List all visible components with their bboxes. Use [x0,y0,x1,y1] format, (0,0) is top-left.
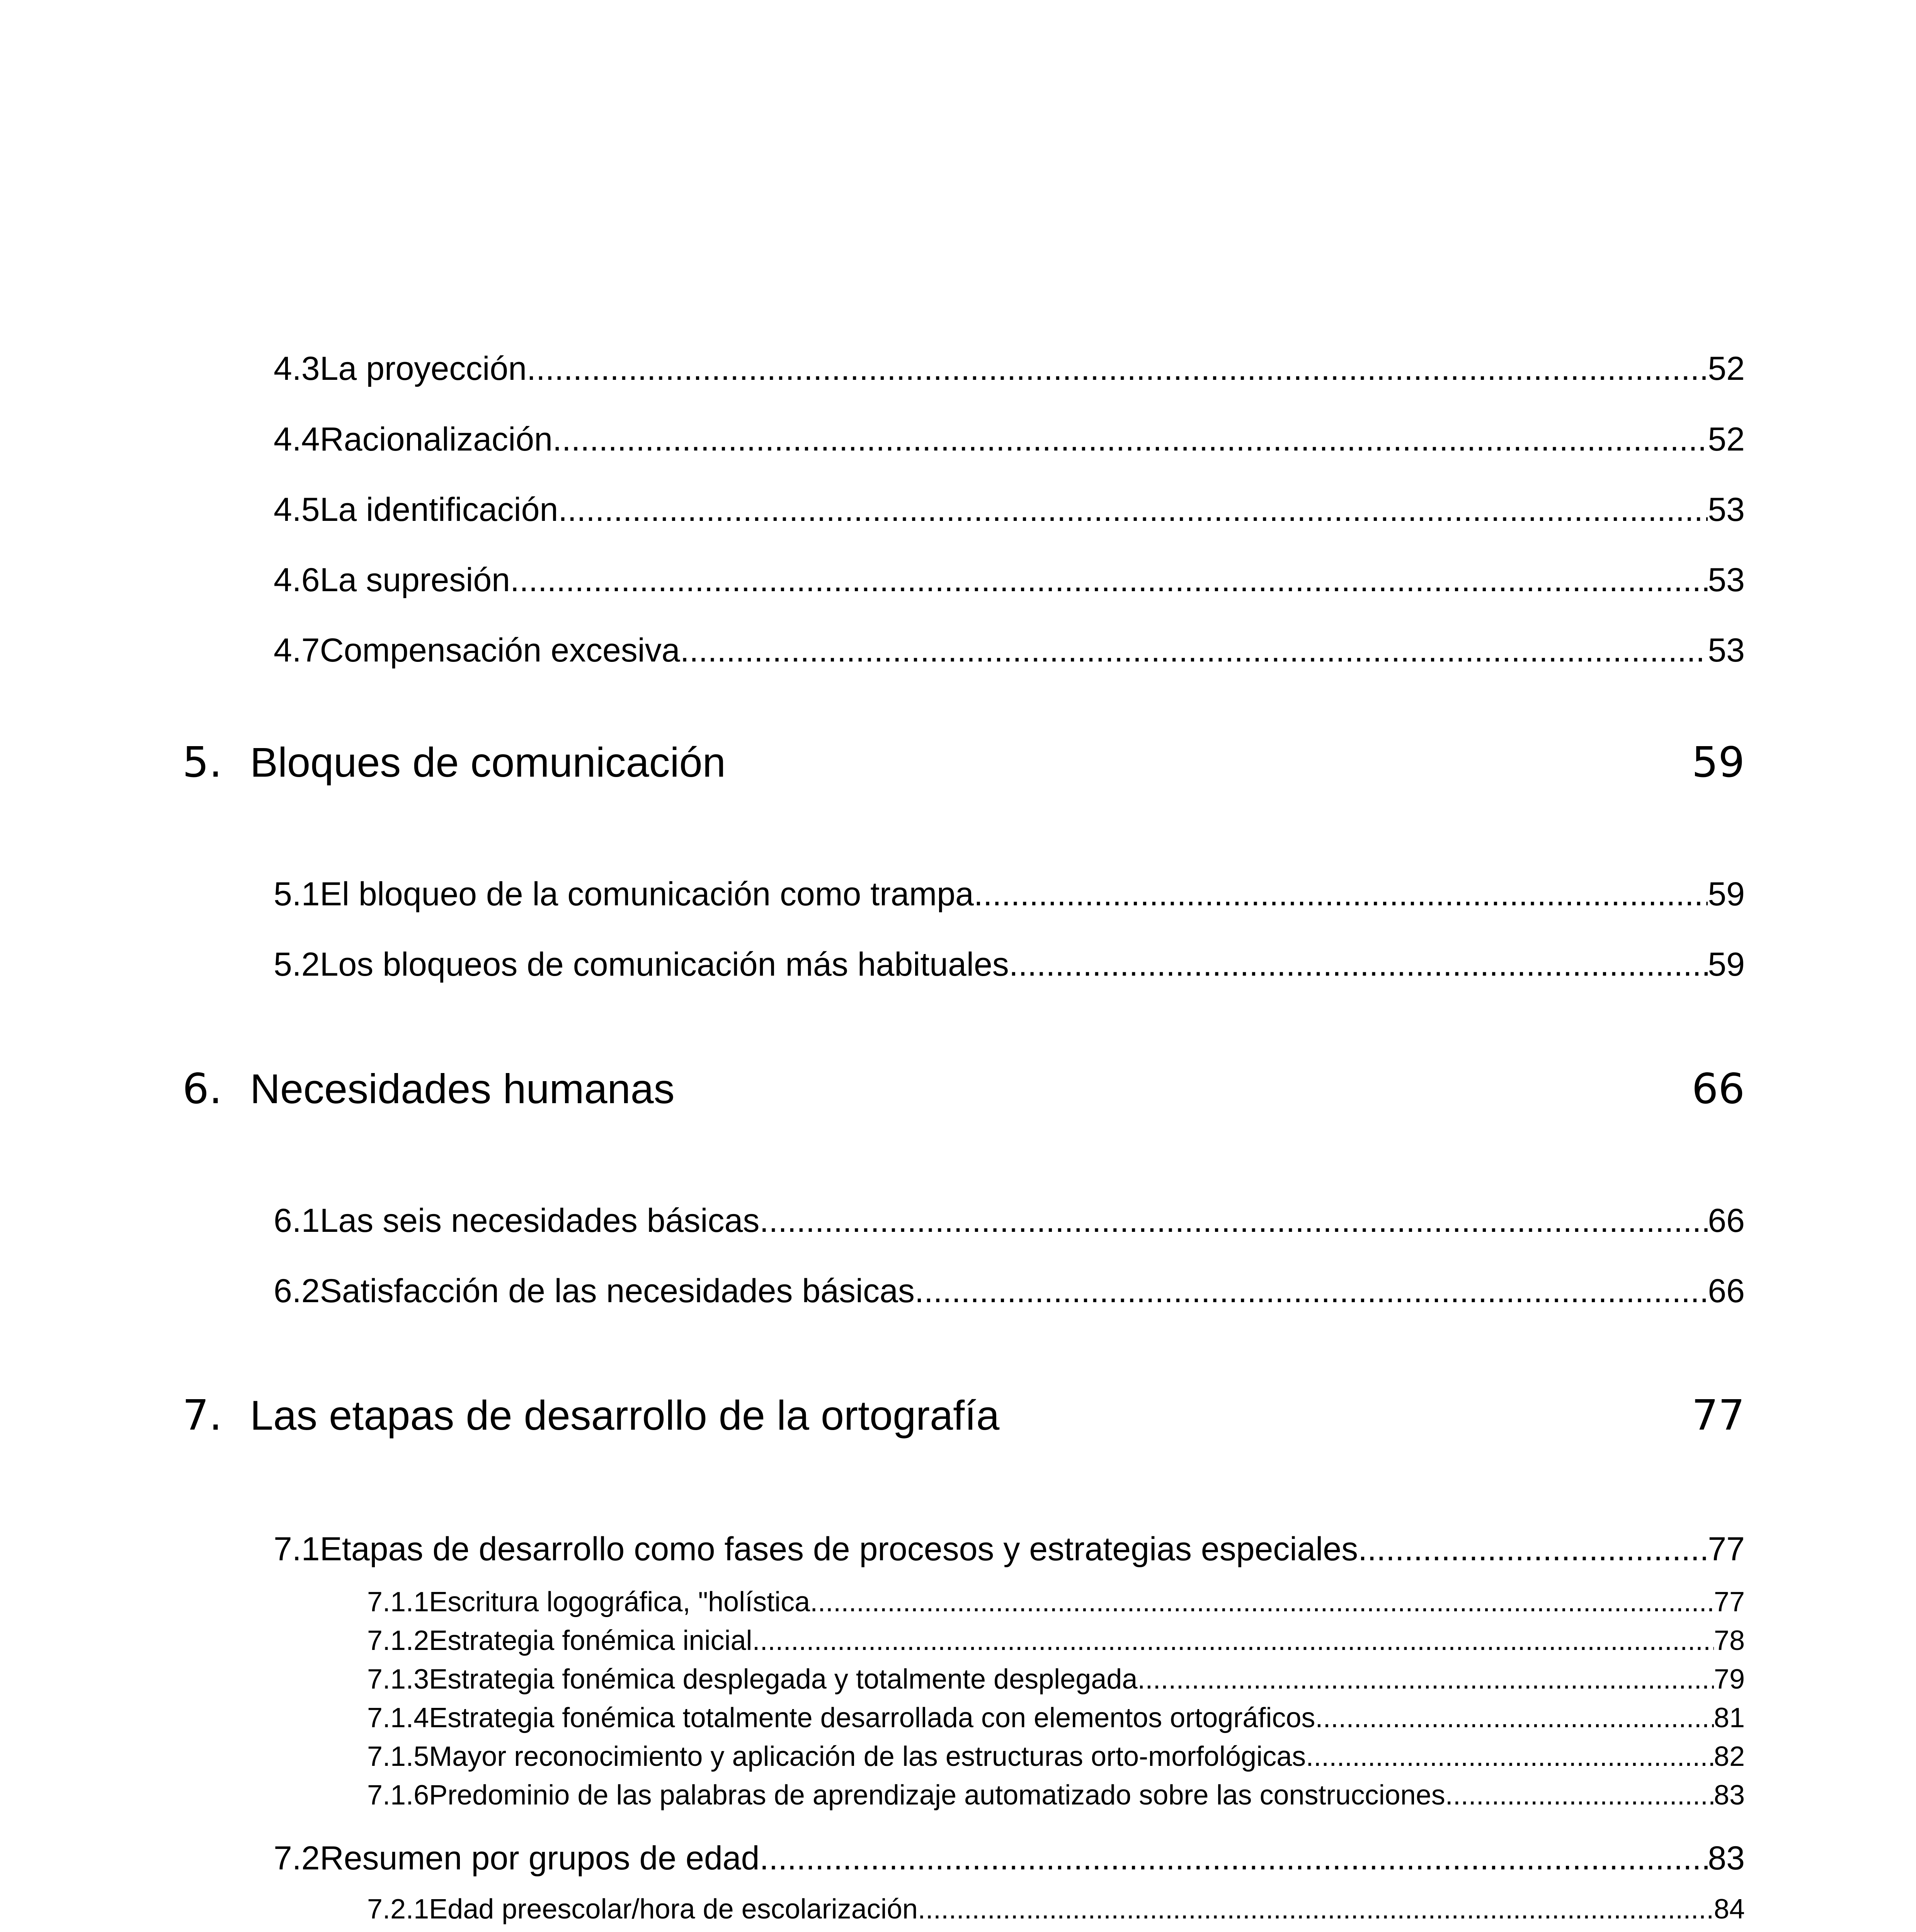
toc-entry-number: 7.1.1 [367,1587,429,1617]
dot-leader [1445,1779,1714,1811]
toc-entry-title: Necesidades humanas [250,1065,675,1112]
toc-entry-page: 66 [1708,1272,1745,1310]
toc-entry-title: Mayor reconocimiento y aplicación de las estructuras orto-morfológicas [429,1741,1306,1772]
toc-chapter [182,1391,1745,1445]
toc-entry-title: Los bloqueos de comunicación más habituales [320,946,1009,983]
dot-leader [759,1839,1708,1878]
toc-entry-number: 4.5 [274,491,320,528]
toc-entry [367,1779,1745,1815]
dot-leader [810,1586,1714,1618]
toc-entry [274,631,1745,674]
dot-leader [1358,1530,1708,1568]
toc-entry [367,1586,1745,1622]
toc-entry-title: Edad preescolar/hora de escolarización [429,1894,918,1925]
toc-entry [367,1741,1745,1776]
toc-entry-title: Las etapas de desarrollo de la ortografía [250,1392,1000,1439]
toc-entry-number: 4.7 [274,632,320,669]
toc-entry-title: Las seis necesidades básicas [320,1202,760,1239]
toc-entry [274,420,1745,463]
toc-entry-title: Satisfacción de las necesidades básicas [320,1272,915,1310]
toc-entry-page: 77 [1691,1391,1745,1440]
toc-entry-page: 52 [1708,350,1745,387]
toc-entry-page: 84 [1714,1894,1745,1925]
toc-entry [367,1663,1745,1699]
toc-entry [274,1272,1745,1315]
toc-entry-number: 5.1 [274,876,320,913]
toc-entry [274,561,1745,604]
toc-entry-number: 5. [182,738,223,787]
toc-entry-title: La identificación [320,491,558,528]
toc-entry-page: 59 [1708,946,1745,983]
toc-entry [274,350,1745,392]
toc-entry [274,875,1745,918]
toc-entry-title: Bloques de comunicación [250,739,726,786]
toc-entry-page: 53 [1708,491,1745,528]
toc-entry-page: 78 [1714,1625,1745,1656]
dot-leader [974,875,1708,913]
toc-entry [274,1202,1745,1244]
toc-entry-title: Escritura logográfica, "holística [429,1587,810,1617]
toc-entry-number: 6. [182,1065,223,1113]
toc-entry [274,946,1745,988]
toc-entry-number: 7.1.3 [367,1664,429,1695]
toc-entry-page: 81 [1714,1702,1745,1733]
toc-entry-title: Racionalización [320,421,553,458]
toc-chapter [182,1065,1745,1119]
toc-entry-number: 7.2.1 [367,1894,429,1925]
toc-entry-page: 59 [1708,876,1745,913]
toc-entry-number: 6.1 [274,1202,320,1239]
toc-entry-page: 66 [1708,1202,1745,1239]
dot-leader [918,1893,1714,1925]
dot-leader [558,491,1708,529]
toc-entry-title: Estrategia fonémica desplegada y totalmente desplegada [429,1664,1138,1695]
toc-entry-title: Estrategia fonémica inicial [429,1625,752,1656]
toc-entry-page: 83 [1708,1840,1745,1877]
toc-entry-title: Compensación excesiva [320,632,680,669]
dot-leader [759,1202,1708,1240]
dot-leader [1315,1702,1714,1734]
toc-entry-number: 4.6 [274,561,320,599]
toc-entry-title: El bloqueo de la comunicación como trampa [320,876,974,913]
toc-entry [274,1530,1745,1573]
toc-entry [274,1839,1745,1882]
dot-leader [752,1625,1714,1656]
toc-entry-page: 77 [1708,1531,1745,1568]
toc-entry-number: 7.1.6 [367,1780,429,1811]
dot-leader [1137,1663,1714,1695]
toc-entry-number: 7.1 [274,1531,320,1568]
dot-leader [553,420,1708,459]
toc-entry-number: 7.1.2 [367,1625,429,1656]
toc-entry-page: 66 [1691,1065,1745,1113]
toc-entry-page: 59 [1691,738,1745,787]
dot-leader [915,1272,1708,1310]
toc-entry [367,1625,1745,1660]
toc-entry-number: 7.1.4 [367,1702,429,1733]
toc-entry-number: 4.4 [274,421,320,458]
toc-entry-number: 4.3 [274,350,320,387]
toc-entry-title: Etapas de desarrollo como fases de procesos y estrategias especiales [320,1531,1358,1568]
toc-entry-number: 7.2 [274,1840,320,1877]
toc-entry-page: 82 [1714,1741,1745,1772]
toc-entry-page: 52 [1708,421,1745,458]
dot-leader [680,631,1708,670]
toc-entry [367,1702,1745,1738]
toc-entry-title: Predominio de las palabras de aprendizaje automatizado sobre las construcciones [429,1780,1445,1811]
toc-entry-page: 83 [1714,1780,1745,1811]
toc-entry-title: La supresión [320,561,510,599]
dot-leader [510,561,1708,599]
toc-entry-page: 53 [1708,632,1745,669]
toc-chapter [182,738,1745,792]
toc-entry [367,1893,1745,1929]
toc-entry-page: 77 [1714,1587,1745,1617]
dot-leader [1009,946,1708,984]
toc-entry-number: 7.1.5 [367,1741,429,1772]
toc-entry [274,491,1745,533]
toc-entry-page: 53 [1708,561,1745,599]
toc-entry-number: 6.2 [274,1272,320,1310]
dot-leader [1306,1741,1714,1772]
toc-entry-title: Resumen por grupos de edad [320,1840,760,1877]
toc-entry-number: 7. [182,1391,223,1440]
toc-entry-number: 5.2 [274,946,320,983]
toc-entry-page: 79 [1714,1664,1745,1695]
toc-entry-title: Estrategia fonémica totalmente desarrollada con elementos ortográficos [429,1702,1315,1733]
dot-leader [527,350,1708,388]
toc-entry-title: La proyección [320,350,527,387]
